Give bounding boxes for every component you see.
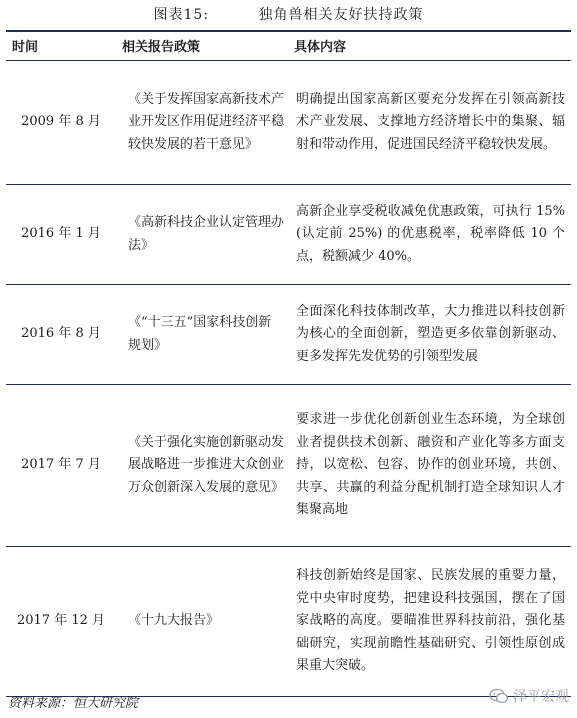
source-note: 资料来源：恒大研究院 — [8, 696, 139, 711]
table-row — [6, 385, 571, 547]
policy-table — [6, 30, 571, 697]
figure-title — [0, 4, 577, 24]
row-date: 2009 年 8 月 — [21, 114, 101, 130]
table-row — [6, 185, 571, 285]
header-content: 具体内容 — [294, 40, 347, 55]
row-content: 高新企业享受税收减免优惠政策，可执行 15%(认定前 25%) 的优惠税率，税率降低 10 个点，税额减少 40%。 — [296, 203, 565, 264]
table-row — [6, 547, 571, 697]
watermark — [489, 686, 569, 706]
row-policy: 《关于发挥国家高新技术产业开发区作用促进经济平稳较快发展的若干意见》 — [128, 91, 285, 152]
table-row — [6, 61, 571, 185]
row-content: 要求进一步优化创新创业生态环境，为全球创业者提供技术创新、融资和产业化等多方面支持，以宽松、包容、协作的创业环境，共创、共享、共赢的利益分配机制打造全球知识人才集聚高地 — [296, 412, 565, 518]
watermark-text: 泽平宏观 — [513, 689, 569, 705]
row-policy: 《关于强化实施创新驱动发展战略进一步推进大众创业万众创新深入发展的意见》 — [128, 434, 285, 495]
header-time: 时间 — [12, 40, 39, 55]
row-content: 明确提出国家高新区要充分发挥在引领高新技术产业发展、支撑地方经济增长中的集聚、辐射和带动作用，促进国民经济平稳较快发展。 — [296, 91, 565, 152]
row-policy: 《高新科技企业认定管理办法》 — [128, 215, 285, 253]
row-date: 2016 年 1 月 — [21, 226, 101, 242]
row-date: 2017 年 12 月 — [16, 613, 106, 629]
row-content: 科技创新始终是国家、民族发展的重要力量，党中央审时度势，把建设科技强国，摆在了国家战略的高度。要瞄准世界科技前沿，强化基础研究，实现前瞻性基础研究、引领性原创成果重大突破。 — [296, 568, 565, 674]
table-header-row — [6, 31, 571, 61]
row-policy: 《十九大报告》 — [128, 613, 220, 629]
header-policy: 相关报告政策 — [122, 40, 201, 55]
row-date: 2017 年 7 月 — [21, 457, 101, 473]
row-date: 2016 年 8 月 — [21, 326, 101, 342]
table-row — [6, 285, 571, 385]
row-policy: 《“十三五”国家科技创新规划》 — [128, 315, 272, 353]
figure-title-text: 独角兽相关友好扶持政策 — [258, 7, 424, 23]
row-content: 全面深化科技体制改革，大力推进以科技创新为核心的全面创新，塑造更多依靠创新驱动、更多发挥先发优势的引领型发展 — [296, 303, 565, 364]
figure-label: 图表15: — [153, 7, 210, 23]
wechat-icon — [489, 688, 509, 704]
